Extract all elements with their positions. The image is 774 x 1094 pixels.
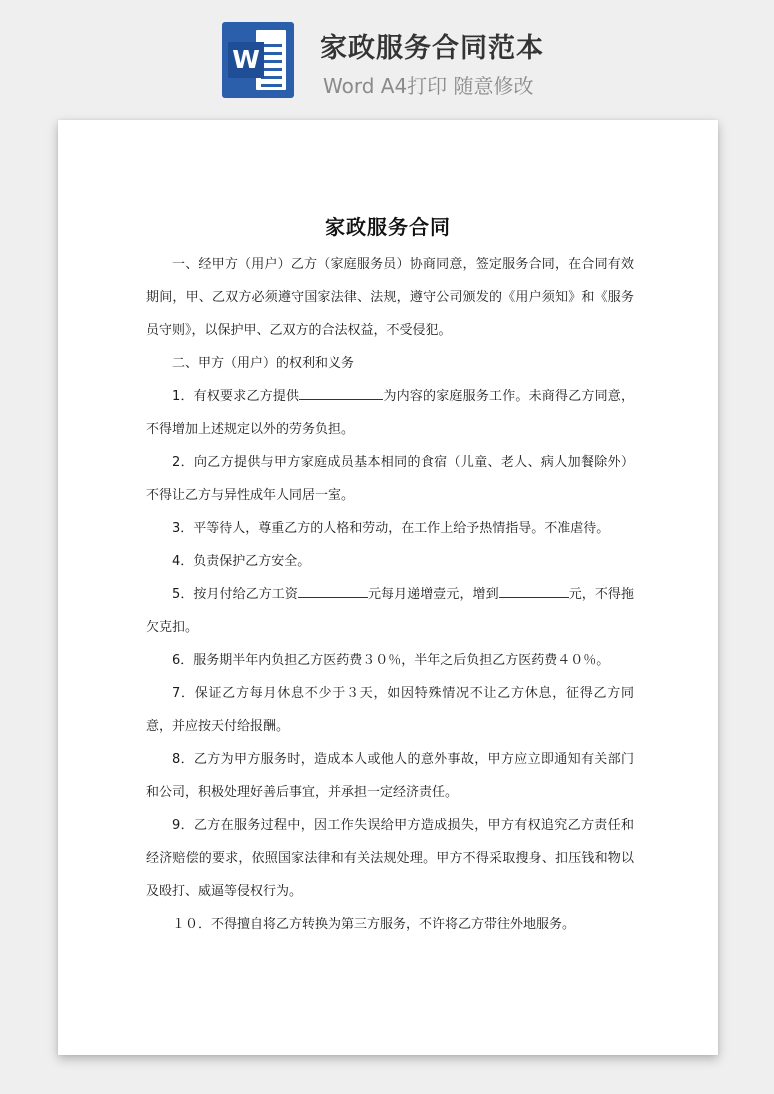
fill-blank-service <box>299 385 383 400</box>
paragraph-7: 5．按月付给乙方工资 元每月递增壹元，增到 元，不得拖欠克扣。 <box>146 578 634 644</box>
header-banner <box>0 0 774 110</box>
paragraph-11: 9．乙方在服务过程中，因工作失误给甲方造成损失，甲方有权追究乙方责任和经济赔偿的要求，依照国家法律和有关法规处理。甲方不得采取搜身、扣压钱和物以及殴打、威逼等侵权行为。 <box>146 818 634 899</box>
paragraph-4: 2．向乙方提供与甲方家庭成员基本相同的食宿（儿童、老人、病人加餐除外）不得让乙方与异性成年人同居一室。 <box>146 455 634 503</box>
fill-blank-wage <box>298 583 368 598</box>
document-body <box>146 248 634 941</box>
paragraph-1: 一、经甲方（用户）乙方（家庭服务员）协商同意，签定服务合同，在合同有效期间，甲、乙双方必须遵守国家法律、法规，遵守公司颁发的《用户须知》和《服务员守则》，以保护甲、乙双方的合法权益，不受侵犯。 <box>146 257 634 338</box>
paragraph-5: 3．平等待人，尊重乙方的人格和劳动，在工作上给予热情指导。不准虐待。 <box>172 521 610 536</box>
word-logo-letter: W <box>228 42 264 78</box>
banner-title: 家政服务合同范本 <box>320 33 544 64</box>
paragraph-10: 8．乙方为甲方服务时，造成本人或他人的意外事故，甲方应立即通知有关部门和公司，积极处理好善后事宜，并承担一定经济责任。 <box>146 752 634 800</box>
paragraph-6: 4．负责保护乙方安全。 <box>172 554 311 569</box>
paragraph-8: 6．服务期半年内负担乙方医药费３０％，半年之后负担乙方医药费４０％。 <box>172 653 610 668</box>
paragraph-2: 二、甲方（用户）的权利和义务 <box>172 356 355 371</box>
paragraph-12: １０．不得擅自将乙方转换为第三方服务，不许将乙方带往外地服务。 <box>172 917 576 932</box>
word-document-icon <box>222 22 294 98</box>
banner-subtitle: Word A4打印 随意修改 <box>323 74 534 98</box>
fill-blank-wage-max <box>499 583 569 598</box>
paragraph-9: 7．保证乙方每月休息不少于３天，如因特殊情况不让乙方休息，征得乙方同意，并应按天付给报酬。 <box>146 686 634 734</box>
document-page <box>58 120 718 1055</box>
paragraph-3: 1．有权要求乙方提供 为内容的家庭服务工作。未商得乙方同意，不得增加上述规定以外的劳务负担。 <box>146 380 634 446</box>
document-title: 家政服务合同 <box>325 215 451 239</box>
